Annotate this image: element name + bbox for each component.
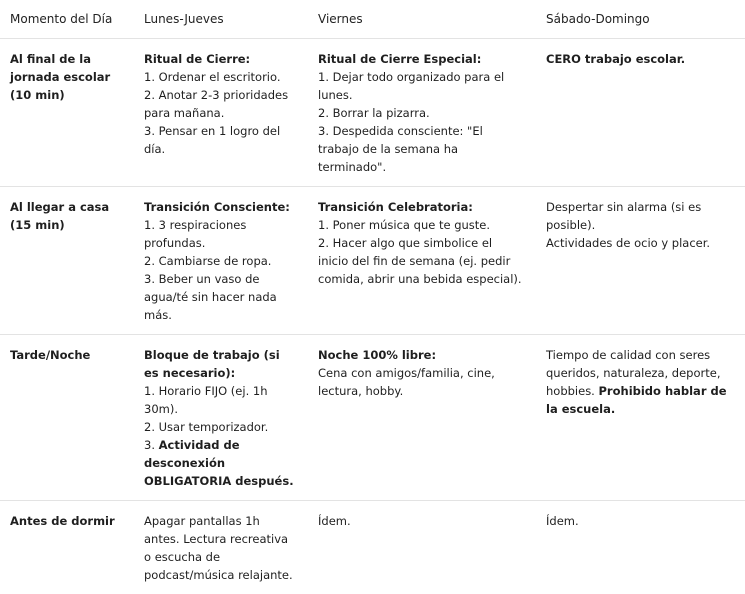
monday-thursday-cell bbox=[134, 39, 308, 187]
list-item: 1. Ordenar el escritorio. bbox=[144, 68, 296, 86]
list-item bbox=[144, 436, 296, 490]
list-item: 1. Dejar todo organizado para el lunes. bbox=[318, 68, 524, 104]
header-friday: Viernes bbox=[308, 0, 536, 39]
table-row bbox=[0, 187, 745, 335]
list-item: 3. Pensar en 1 logro del día. bbox=[144, 122, 296, 158]
list-item: 3. Despedida consciente: "El trabajo de la semana ha terminado". bbox=[318, 122, 524, 176]
list-item: Actividades de ocio y placer. bbox=[546, 234, 733, 252]
list-item: 1. Poner música que te guste. bbox=[318, 216, 524, 234]
cell-title: Noche 100% libre: bbox=[318, 346, 524, 364]
header-row bbox=[0, 0, 745, 39]
weekend-cell bbox=[536, 39, 745, 187]
cell-title: Ritual de Cierre: bbox=[144, 50, 296, 68]
moment-cell: Al final de la jornada escolar (10 min) bbox=[0, 39, 134, 187]
list-item-number: 3. bbox=[144, 438, 159, 452]
list-item: 2. Borrar la pizarra. bbox=[318, 104, 524, 122]
header-monday-thursday: Lunes-Jueves bbox=[134, 0, 308, 39]
moment-cell: Antes de dormir bbox=[0, 501, 134, 594]
list-item: 2. Anotar 2-3 prioridades para mañana. bbox=[144, 86, 296, 122]
header-moment: Momento del Día bbox=[0, 0, 134, 39]
monday-thursday-cell: Apagar pantallas 1h antes. Lectura recreativa o escucha de podcast/música relajante. bbox=[134, 501, 308, 594]
cell-text: Tiempo de calidad con seres queridos, naturaleza, deporte, hobbies. bbox=[546, 348, 720, 398]
cell-title: Transición Celebratoria: bbox=[318, 198, 524, 216]
moment-cell: Tarde/Noche bbox=[0, 335, 134, 501]
monday-thursday-cell bbox=[134, 335, 308, 501]
weekend-cell bbox=[536, 187, 745, 335]
table-row bbox=[0, 501, 745, 594]
moment-cell: Al llegar a casa (15 min) bbox=[0, 187, 134, 335]
weekend-cell bbox=[536, 335, 745, 501]
list-item: 2. Usar temporizador. bbox=[144, 418, 296, 436]
cell-text: Cena con amigos/familia, cine, lectura, hobby. bbox=[318, 364, 524, 400]
list-item-bold: Actividad de desconexión OBLIGATORIA después. bbox=[144, 438, 294, 488]
cell-title: Ritual de Cierre Especial: bbox=[318, 50, 524, 68]
cell-bold-text: Prohibido hablar de la escuela. bbox=[546, 384, 727, 416]
list-item: 1. 3 respiraciones profundas. bbox=[144, 216, 296, 252]
cell-title: Bloque de trabajo (si es necesario): bbox=[144, 346, 296, 382]
list-item: 1. Horario FIJO (ej. 1h 30m). bbox=[144, 382, 296, 418]
list-item: 3. Beber un vaso de agua/té sin hacer nada más. bbox=[144, 270, 296, 324]
friday-cell bbox=[308, 335, 536, 501]
list-item: 2. Hacer algo que simbolice el inicio del fin de semana (ej. pedir comida, abrir una bebida especial). bbox=[318, 234, 524, 288]
table-row bbox=[0, 39, 745, 187]
header-weekend: Sábado-Domingo bbox=[536, 0, 745, 39]
monday-thursday-cell bbox=[134, 187, 308, 335]
list-item: Despertar sin alarma (si es posible). bbox=[546, 198, 733, 234]
table-row bbox=[0, 335, 745, 501]
cell-bold-text: CERO trabajo escolar. bbox=[546, 50, 733, 68]
cell-title: Transición Consciente: bbox=[144, 198, 296, 216]
weekend-cell: Ídem. bbox=[536, 501, 745, 594]
list-item: 2. Cambiarse de ropa. bbox=[144, 252, 296, 270]
friday-cell bbox=[308, 187, 536, 335]
friday-cell: Ídem. bbox=[308, 501, 536, 594]
friday-cell bbox=[308, 39, 536, 187]
